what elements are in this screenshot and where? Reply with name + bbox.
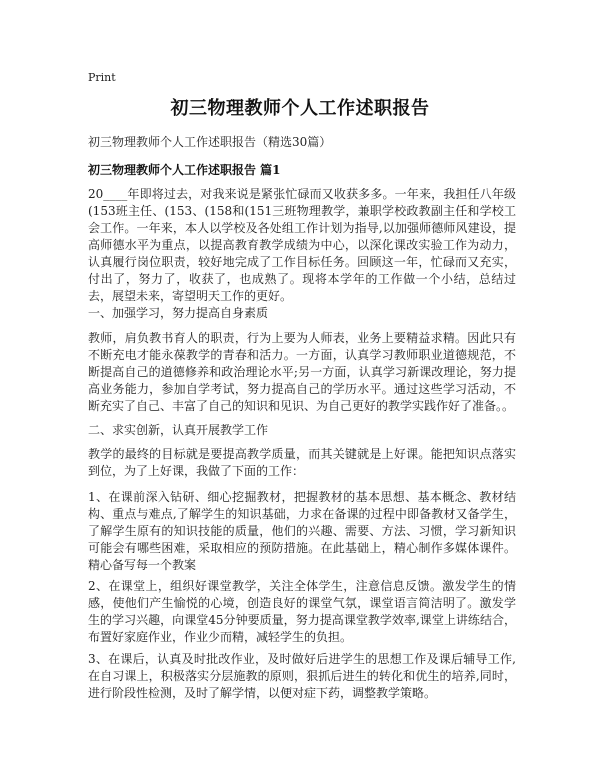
item-2-paragraph: 2、在课堂上，组织好课堂教学，关注全体学生，注意信息反馈。激发学生的情感，使他们产生愉悦的心境，创造良好的课堂气氛，课堂语言简洁明了。激发学生的学习兴趣，向课堂45分钟要质量，努力提高课堂教学效率,课堂上讲练结合，布置好家庭作业，作业少而精，减轻学生的负担。 <box>88 579 516 644</box>
document-subtitle: 初三物理教师个人工作述职报告（精选30篇） <box>88 135 332 149</box>
item-3-paragraph: 3、在课后，认真及时批改作业，及时做好后进学生的思想工作及课后辅导工作,在自习课上，积极落实分层施教的原则，狠抓后进生的转化和优生的培养,同时，进行阶段性检测，及时了解学情，以便对症下药，调整教学策略。 <box>88 652 516 700</box>
item-1-paragraph: 1、在课前深入钻研、细心挖掘教材，把握教材的基本思想、基本概念、教材结构、重点与难点,了解学生的知识基础，力求在备课的过程中即备教材又备学生，了解学生原有的知识技能的质量，他们的兴趣、需要、方法、习惯，学习新知识可能会有哪些困难，采取相应的预防措施。在此基础上，精心制作多媒体课件。精心备写每一个教案 <box>88 490 516 572</box>
study-paragraph: 教师，肩负教书育人的职责，行为上要为人师表，业务上要精益求精。因此只有不断充电才能永葆教学的青春和活力。一方面，认真学习教师职业道德规范，不断提高自己的道德修养和政治理论水平;另一方面，认真学习新课改理论，努力提高业务能力，参加自学考试，努力提高自己的学历水平。通过这些学习活动，不断充实了自己、丰富了自己的知识和见识、为自己更好的教学实践作好了准备。。 <box>88 331 516 413</box>
goal-paragraph: 教学的最终的目标就是要提高教学质量，而其关键就是上好课。能把知识点落实到位，为了上好课，我做了下面的工作： <box>88 447 516 478</box>
heading-study: 一、加强学习，努力提高自身素质 <box>88 306 269 320</box>
document-title: 初三物理教师个人工作述职报告 <box>170 98 430 119</box>
intro-paragraph: 20____年即将过去，对我来说是紧张忙碌而又收获多多。一年来，我担任八年级(153班主任、(153、(158和(151三班物理教学，兼职学校政教副主任和学校工会工作。一年来，本人以学校及各处组工作计划为指导,以加强师德师风建设，提高师德水平为重点，以提高教育教学成绩为中心，以深化课改实验工作为动力，认真履行岗位职责，较好地完成了工作目标任务。回顾这一年，忙碌而又充实，付出了，努力了，收获了，也成熟了。现将本学年的工作做一个小结，总结过去，展望未来，寄望明天工作的更好。 <box>88 187 516 303</box>
heading-teaching: 二、求实创新，认真开展教学工作 <box>88 423 269 437</box>
print-label[interactable]: Print <box>88 71 116 84</box>
section-title: 初三物理教师个人工作述职报告 篇1 <box>88 163 281 177</box>
